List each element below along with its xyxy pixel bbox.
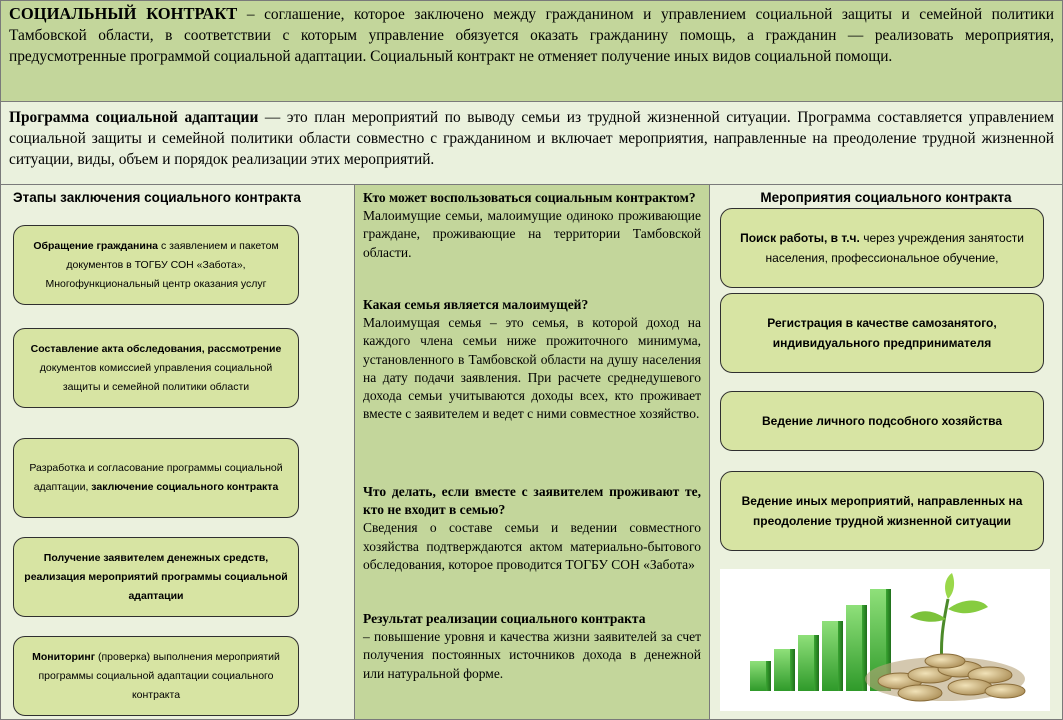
faq-question: Какая семья является малоимущей?: [363, 297, 589, 312]
faq-answer: Малоимущие семьи, малоимущие одиноко проживающие граждане, проживающие на территории Тамбовской области.: [363, 208, 701, 260]
measure-box: Регистрация в качестве самозанятого, индивидуального предпринимателя: [720, 293, 1044, 373]
faq-question: Результат реализации социального контракта: [363, 611, 646, 626]
faq-item: [363, 189, 701, 262]
faq-question: Что делать, если вместе с заявителем проживают те, кто не входит в семью?: [363, 484, 701, 518]
stage-box: Обращение гражданина с заявлением и пакетом документов в ТОГБУ СОН «Забота», Многофункциональный центр оказания услуг: [13, 225, 299, 305]
definition-adaptation-program: [1, 102, 1062, 185]
faq-item: [363, 296, 701, 423]
sprout-icon: [910, 573, 988, 664]
measures-title: Мероприятия социального контракта: [760, 190, 1012, 205]
faq-item: [363, 610, 701, 683]
faq-question: Кто может воспользоваться социальным контрактом?: [363, 190, 696, 205]
stage-box: Получение заявителем денежных средств, реализация мероприятий программы социальной адаптации: [13, 537, 299, 617]
faq-column: [355, 185, 710, 719]
stage-box: Разработка и согласование программы социальной адаптации, заключение социального контракта: [13, 438, 299, 518]
definition-text: – соглашение, которое заключено между гражданином и управлением социальной защиты и семейной политики Тамбовской области, в соответствии с которым управление обязуется оказать гражданину помощь, а гражданин — реализовать мероприятия, предусмотренные программой социальной адаптации. Социальный контракт не отменяет получение иных видов социальной помощи.: [9, 6, 1054, 65]
stages-title: Этапы заключения социального контракта: [13, 190, 301, 205]
measures-column: [710, 185, 1062, 719]
term-social-contract: СОЦИАЛЬНЫЙ КОНТРАКТ: [9, 4, 238, 23]
definition-text: — это план мероприятий по выводу семьи из трудной жизненной ситуации. Программа составляется управлением социальной защиты и семейной политики области совместно с гражданином и включает мероприятия, направленные на преодоление трудной жизненной ситуации, виды, объем и порядок реализации этих мероприятий.: [9, 109, 1054, 168]
measure-box: Поиск работы, в т.ч. через учреждения занятости населения, профессиональное обучение,: [720, 208, 1044, 288]
definition-social-contract: [1, 1, 1062, 102]
term-adaptation-program: Программа социальной адаптации: [9, 109, 259, 126]
faq-answer: Малоимущая семья – это семья, в которой доход на каждого члена семьи ниже прожиточного минимума, установленного в Тамбовской области на душу населения на дату подачи заявления. При расчете среднедушевого дохода семьи учитываются доходы всех, кто проживает вместе с заявителем и ведет с ними совместное хозяйство.: [363, 315, 701, 422]
faq-answer: – повышение уровня и качества жизни заявителей за счет получения постоянных источников дохода в денежной или натуральной форме.: [363, 629, 701, 681]
faq-answer: Сведения о составе семьи и ведении совместного хозяйства подтверждаются актом материально-бытового обследования, которое проводится ТОГБУ СОН «Забота»: [363, 520, 701, 572]
stage-box: Мониторинг (проверка) выполнения мероприятий программы социальной адаптации социального контракта: [13, 636, 299, 716]
stages-column: [1, 185, 355, 719]
growth-chart-coins-illustration: [720, 569, 1050, 711]
stage-box: Составление акта обследования, рассмотрение документов комиссией управления социальной защиты и семейной политики области: [13, 328, 299, 408]
growth-illustration-svg: [720, 569, 1050, 711]
faq-item: [363, 483, 701, 574]
measure-box: Ведение иных мероприятий, направленных на преодоление трудной жизненной ситуации: [720, 471, 1044, 551]
measure-box: Ведение личного подсобного хозяйства: [720, 391, 1044, 451]
